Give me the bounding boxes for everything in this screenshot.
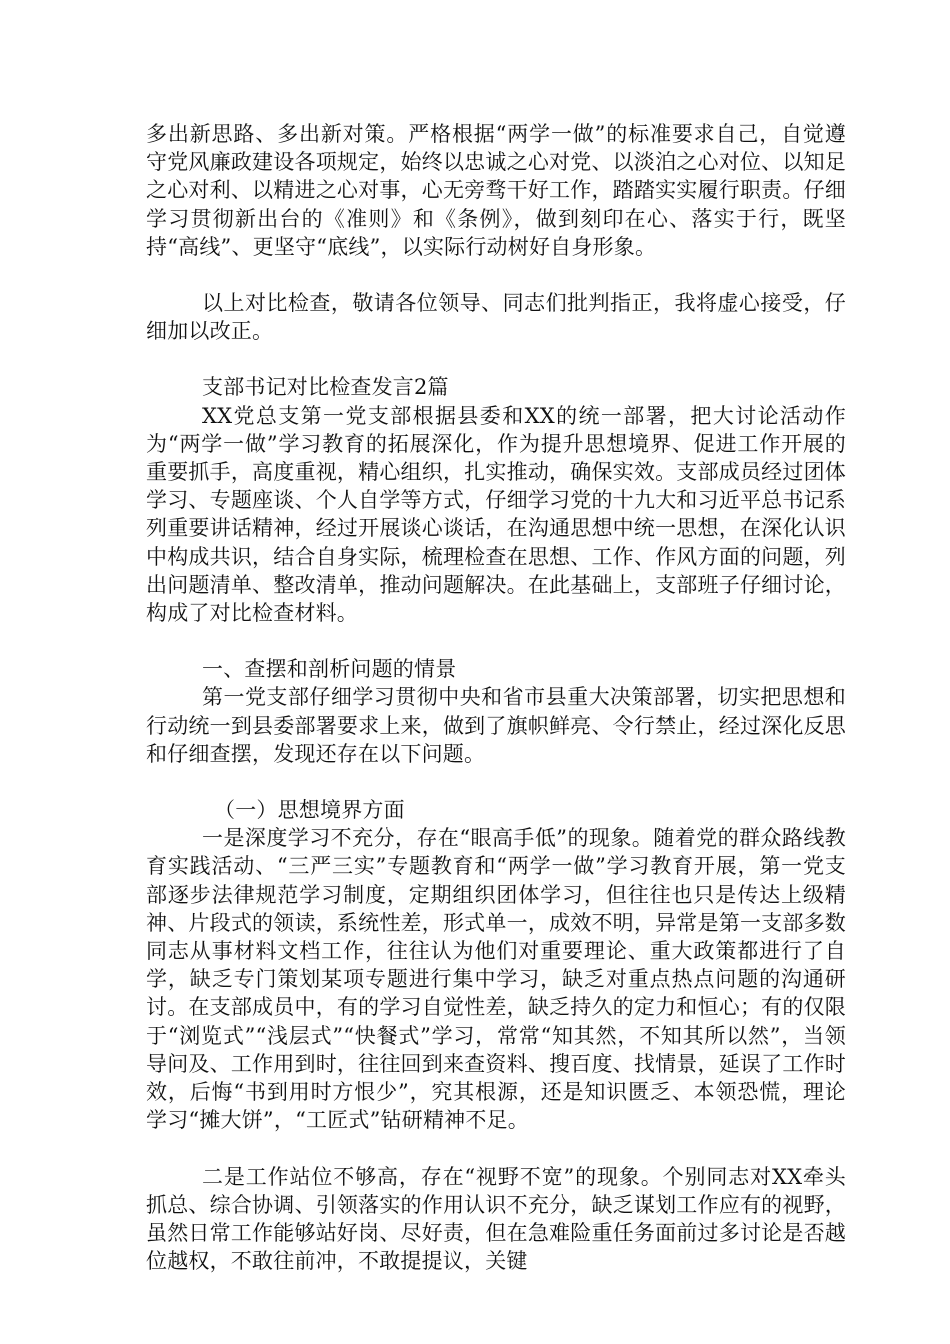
body-paragraph: 二是工作站位不够高，存在“视野不宽”的现象。个别同志对XX牵头抓总、综合协调、引领落实的作用认识不充分，缺乏谋划工作应有的视野，虽然日常工作能够站好岗、尽好责，但在急难险重任务面前过多讨论是否越位越权，不敢往前冲，不敢提提议，关键	[146, 1164, 846, 1274]
paragraph-spacer	[146, 261, 846, 289]
paragraph-spacer	[146, 627, 846, 655]
section-heading: 支部书记对比检查发言2篇	[202, 375, 449, 400]
body-paragraph: 多出新思路、多出新对策。严格根据“两学一做”的标准要求自己，自觉遵守党风廉政建设各项规定，始终以忠诚之心对党、以淡泊之心对位、以知足之心对利、以精进之心对事，心无旁骛干好工作，踏踏实实履行职责。仔细学习贯彻新出台的《准则》和《条例》，做到刻印在心、落实于行，既坚持“高线”、更坚守“底线”，以实际行动树好自身形象。	[146, 122, 846, 259]
body-paragraph: 一是深度学习不充分，存在“眼高手低”的现象。随着党的群众路线教育实践活动、“三严三实”专题教育和“两学一做”学习教育开展，第一党支部逐步法律规范学习制度，定期组织团体学习，但往往也只是传达上级精神、片段式的领读，系统性差，形式单一，成效不明，异常是第一支部多数同志从事材料文档工作，往往认为他们对重要理论、重大政策都进行了自学，缺乏专门策划某项专题进行集中学习，缺乏对重点热点问题的沟通研讨。在支部成员中，有的学习自觉性差，缺乏持久的定力和恒心；有的仅限于“浏览式”“浅层式”“快餐式”学习，常常“知其然，不知其所以然”，当领导问及、工作用到时，往往回到来查资料、搜百度、找情景，延误了工作时效，后悔“书到用时方恨少”，究其根源，还是知识匮乏、本领恐慌，理论学习“摊大饼”，“工匠式”钻研精神不足。	[146, 826, 846, 1133]
section-heading: 一、查摆和剖析问题的情景	[202, 657, 457, 682]
paragraph-spacer	[146, 345, 846, 373]
body-paragraph: 第一党支部仔细学习贯彻中央和省市县重大决策部署，切实把思想和行动统一到县委部署要求上来，做到了旗帜鲜亮、令行禁止，经过深化反思和仔细查摆，发现还存在以下问题。	[146, 685, 846, 766]
paragraph-spacer	[146, 1135, 846, 1163]
body-paragraph: XX党总支第一党支部根据县委和XX的统一部署，把大讨论活动作为“两学一做”学习教育的拓展深化，作为提升思想境界、促进工作开展的重要抓手，高度重视，精心组织，扎实推动，确保实效。支部成员经过团体学习、专题座谈、个人自学等方式，仔细学习党的十九大和习近平总书记系列重要讲话精神，经过开展谈心谈话，在沟通思想中统一思想，在深化认识中构成共识，结合自身实际，梳理检查在思想、工作、作风方面的问题，列出问题清单、整改清单，推动问题解决。在此基础上，支部班子仔细讨论，构成了对比检查材料。	[146, 403, 846, 626]
subsection-heading: （一）思想境界方面	[214, 798, 405, 823]
paragraph-spacer	[146, 768, 846, 796]
body-paragraph: 以上对比检查，敬请各位领导、同志们批判指正，我将虚心接受，仔细加以改正。	[146, 291, 846, 344]
document-page	[146, 120, 846, 1275]
